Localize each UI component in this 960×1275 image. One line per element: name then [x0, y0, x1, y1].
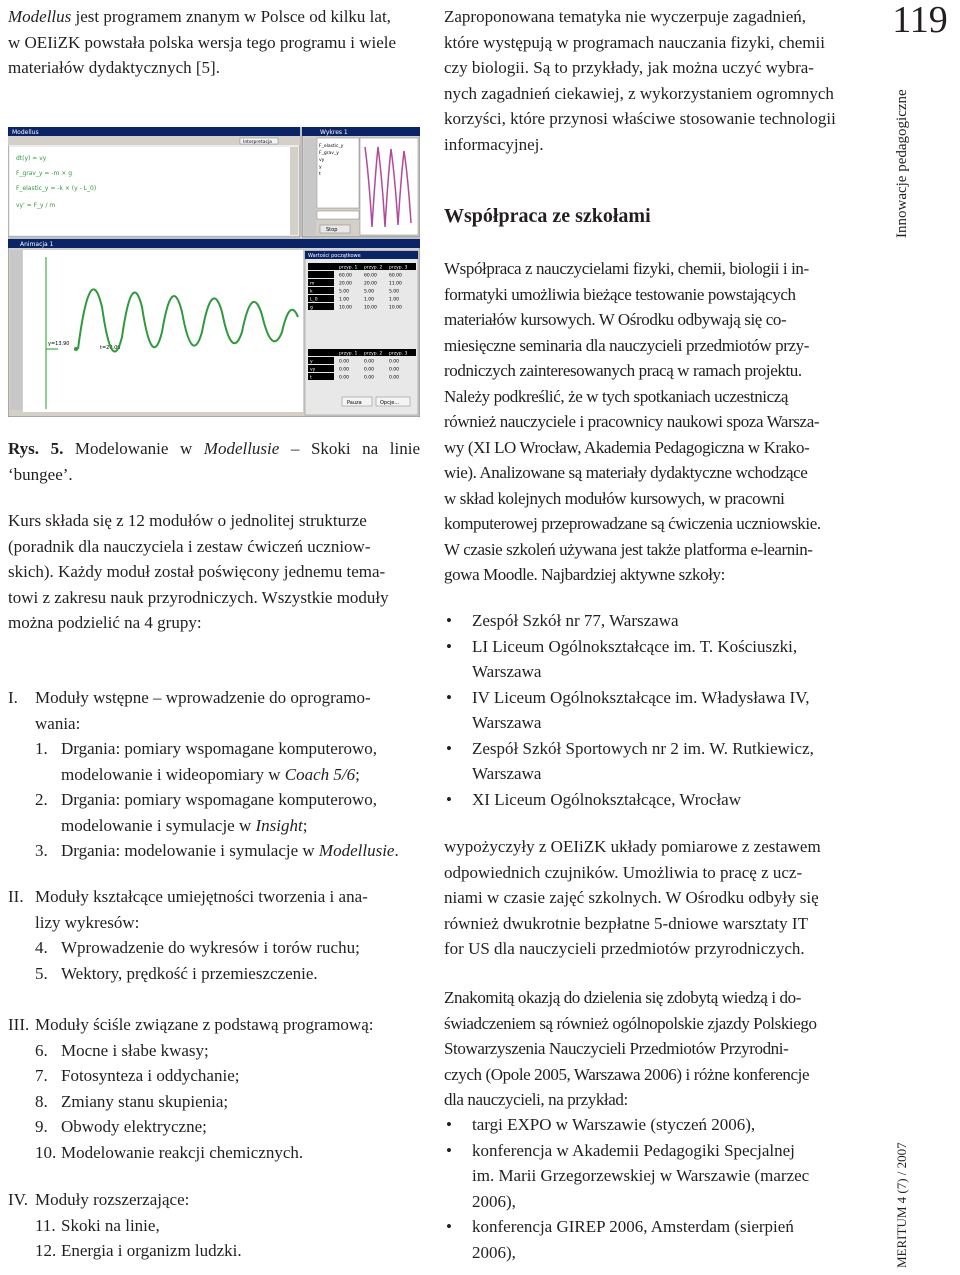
module-item: 6. Mocne i słabe kwasy; — [35, 1040, 209, 1060]
table-cell[interactable]: 60.00 — [339, 273, 352, 279]
paragraph-line: komputerowej przeprowadzane są ćwiczenia uczniowskie. — [444, 514, 821, 533]
initial-values-title: Wartości początkowe — [308, 253, 361, 259]
paragraph-line: wy (XI LO Wrocław, Akademia Pedagogiczna w Krako- — [444, 437, 810, 457]
table-cell[interactable]: 60.00 — [389, 273, 402, 279]
module-item: 9. Obwody elektryczne; — [35, 1117, 207, 1136]
paragraph-line: czy biologii. Są to przykłady, jak można uczyć wybra- — [444, 58, 814, 77]
table-header-cell: przyp. 1 — [339, 265, 358, 271]
school-item: • LI Liceum Ogólnokształcące im. T. Kościuszki, Warszawa — [444, 634, 856, 685]
school-item: • XI Liceum Ogólnokształcące, Wrocław — [444, 787, 856, 813]
table-cell[interactable]: 0.00 — [339, 367, 350, 373]
paragraph-line: Stowarzyszenia Nauczycieli Przedmiotów Przyrodni- — [444, 1039, 789, 1058]
cooperation-paragraph — [444, 256, 856, 588]
model-window-titlebar — [8, 127, 300, 136]
module-item: 8. Zmiany stanu skupienia; — [35, 1091, 229, 1111]
figure-caption-text: Rys. 5. Modelowanie w Modellusie – Skoki na linie ‘bungee’. — [8, 439, 420, 484]
paragraph-line: formatyki umożliwia bieżące testowanie powstających — [444, 284, 796, 304]
variable-list-item[interactable]: t — [319, 172, 321, 177]
module-item-cont: modelowanie i wideopomiary w Coach 5/6; — [61, 764, 360, 784]
intro-paragraph-right — [444, 4, 856, 157]
modellus-screenshot-figure — [8, 127, 420, 417]
paragraph-line: czych (Opole 2005, Warszawa 2006) i różne konferencje — [444, 1064, 810, 1084]
module-item: 11. Skoki na linie, — [35, 1215, 160, 1235]
module-item-cont: modelowanie i symulacje w Insight; — [61, 815, 308, 835]
schools-list — [444, 608, 856, 812]
table-cell[interactable]: 0.00 — [389, 367, 400, 373]
figure-caption-label: Rys. 5. — [8, 439, 64, 458]
event-item: • targi EXPO w Warszawie (styczeń 2006), — [444, 1112, 856, 1138]
intro-paragraph-left — [8, 4, 420, 81]
table-cell[interactable]: 20.00 — [364, 281, 377, 287]
module-item: 10. Modelowanie reakcji chemicznych. — [35, 1142, 304, 1162]
paragraph-line: for US dla nauczycieli przedmiotów przyrodniczych. — [444, 939, 805, 958]
section-heading: Współpraca ze szkołami — [444, 205, 651, 227]
module-item: 7. Fotosynteza i oddychanie; — [35, 1066, 240, 1085]
figure-caption — [8, 436, 420, 487]
variable-list-item[interactable]: vy — [319, 158, 325, 163]
variable-list-item[interactable]: y — [319, 165, 322, 170]
stop-button-label: Stop — [326, 227, 338, 233]
table-header-cell: przyp. 3 — [389, 265, 408, 271]
school-item: • IV Liceum Ogólnokształcące im. Władysława IV, Warszawa — [444, 685, 856, 736]
page-number: 119 — [892, 0, 948, 41]
paragraph-line: dla nauczycieli, na przykład: — [444, 1090, 628, 1109]
table-cell[interactable]: 0.00 — [364, 375, 375, 381]
paragraph-line: Znakomitą okazją do dzielenia się zdobytą wiedzą i do- — [444, 988, 801, 1007]
equation-line: vy' = F_y / m — [16, 202, 56, 209]
paragraph-line: nych zagadnień ciekawiej, z wykorzystaniem ogromnych — [444, 83, 834, 103]
paragraph-line: Kurs składa się z 12 modułów o jednolitej strukturze — [8, 511, 367, 530]
group-number: IV. — [8, 1190, 28, 1209]
table-cell[interactable]: 1.00 — [339, 297, 350, 303]
table-cell[interactable]: 10.00 — [364, 305, 377, 311]
paragraph-line: informacyjnej. — [444, 134, 544, 154]
graph-tool-strip — [304, 138, 316, 235]
paragraph-line: odpowiednich czujników. Umożliwia to pracę z ucz- — [444, 862, 803, 882]
case-selector[interactable] — [317, 211, 359, 219]
module-group-3 — [8, 1012, 420, 1165]
table-row-label: y — [310, 359, 313, 365]
table-row-label-cell — [308, 271, 334, 278]
intro-line: w OEIiZK powstała polska wersja tego programu i wiele — [8, 32, 397, 52]
table-cell[interactable]: 0.00 — [364, 367, 375, 373]
table-cell[interactable]: 1.00 — [389, 297, 400, 303]
paragraph-line: wypożyczyły z OEIiZK układy pomiarowe z zestawem — [444, 837, 821, 856]
paragraph-line: materiałów kursowych. W Ośrodku odbywają się co- — [444, 310, 787, 329]
group-title: Moduły ściśle związane z podstawą programową: — [35, 1015, 374, 1034]
options-button-label: Opcje... — [380, 400, 400, 406]
equation-line: dt(y) = vy — [16, 155, 47, 162]
table-cell[interactable]: 5.00 — [364, 289, 375, 295]
table-row-label: k — [310, 289, 313, 295]
variable-list-item[interactable]: F_elastic_y — [319, 144, 344, 149]
table-header-cell: przyp. 2 — [364, 265, 383, 271]
table-cell[interactable]: 0.00 — [364, 359, 375, 365]
group-number: II. — [8, 887, 24, 906]
modellus-screenshot-svg — [8, 127, 420, 417]
table-row-label: t — [310, 375, 312, 381]
paragraph-line: towi z zakresu nauk przyrodniczych. Wszystkie moduły — [8, 587, 389, 607]
event-item: • konferencja w Akademii Pedagogiki Specjalnej im. Marii Grzegorzewskiej w Warszawie (marzec 2006), — [444, 1138, 856, 1215]
table-row-label-cell — [308, 373, 334, 380]
paragraph-line: (poradnik dla nauczyciela i zestaw ćwiczeń uczniow- — [8, 536, 371, 556]
group-number: I. — [8, 688, 18, 707]
table-cell[interactable]: 1.00 — [364, 297, 375, 303]
paragraph-line: rodniczych zainteresowanych pracą w ramach projektu. — [444, 361, 802, 380]
animation-t-label: t=20.00 — [100, 345, 121, 351]
animation-y-label: y=13.90 — [48, 341, 70, 347]
paragraph-line: gowa Moodle. Najbardziej aktywne szkoły: — [444, 565, 725, 584]
paragraph-line: Należy podkreślić, że w tych spotkaniach uczestniczą — [444, 386, 789, 406]
paragraph-line: Współpraca z nauczycielami fizyki, chemii, biologii i in- — [444, 259, 809, 278]
table-header-cell: przyp. 3 — [389, 351, 408, 357]
graph-window-title: Wykres 1 — [320, 129, 348, 136]
paragraph-line: w skład kolejnych modułów kursowych, w pracowni — [444, 488, 785, 508]
group-number: III. — [8, 1015, 30, 1034]
paragraph-line: również nauczyciele i pracownicy naukowi spoza Warsza- — [444, 412, 820, 431]
course-structure-paragraph — [8, 508, 420, 636]
table-cell[interactable]: 0.00 — [389, 359, 400, 365]
paragraph-line: również dwukrotnie bezpłatne 5-dniowe warsztaty IT — [444, 913, 808, 933]
paragraph-line: W czasie szkoleń używana jest także platforma e-learnin- — [444, 539, 813, 559]
journal-issue-label: MERITUM 4 (7) / 2007 — [894, 1142, 909, 1268]
equipment-paragraph — [444, 834, 856, 962]
table-header-cell: przyp. 2 — [364, 351, 383, 357]
table-row-label: g — [310, 305, 313, 311]
variable-list-item[interactable]: F_grav_y — [319, 151, 339, 156]
intro-line: materiałów dydaktycznych [5]. — [8, 58, 220, 77]
group-title: Moduły wstępne – wprowadzenie do oprogramo- — [35, 688, 371, 707]
events-list — [444, 1112, 856, 1265]
module-item: 12. Energia i organizm ludzki. — [35, 1241, 242, 1260]
paragraph-line: Zaproponowana tematyka nie wyczerpuje zagadnień, — [444, 7, 807, 26]
table-cell[interactable]: 60.00 — [364, 273, 377, 279]
table-cell[interactable]: 11.00 — [389, 281, 402, 287]
table-cell[interactable]: 0.00 — [339, 375, 350, 381]
module-item: 2. Drgania: pomiary wspomagane komputerowo, — [35, 790, 378, 809]
equation-line: F_grav_y = -m × g — [16, 170, 73, 177]
event-item: • konferencja GIREP 2006, Amsterdam (sierpień 2006), — [444, 1214, 856, 1265]
animation-tool-strip — [10, 250, 22, 410]
conferences-paragraph — [444, 985, 856, 1113]
table-cell[interactable]: 0.00 — [389, 375, 400, 381]
journal-section-label: Innowacje pedagogiczne — [894, 89, 910, 238]
table-header-cell: przyp. 1 — [339, 351, 358, 357]
table-row-label: vy — [310, 367, 316, 373]
paragraph-line: które występują w programach nauczania fizyki, chemii — [444, 32, 825, 52]
model-window-title: Modellus — [12, 129, 39, 136]
group-title: lizy wykresów: — [35, 912, 140, 932]
animation-window-title: Animacja 1 — [20, 241, 54, 248]
paragraph-line: korzyści, które przynosi właściwe stosowanie technologii — [444, 109, 836, 128]
paragraph-line: można podzielić na 4 grupy: — [8, 613, 202, 632]
module-item: 5. Wektory, prędkość i przemieszczenie. — [35, 963, 318, 983]
pause-button-label: Pauza — [347, 400, 362, 406]
module-group-2 — [8, 884, 420, 986]
paragraph-line: wie). Analizowane są materiały dydaktyczne wchodzące — [444, 463, 808, 482]
paragraph-line: świadczeniem są również ogólnopolskie zjazdy Polskiego — [444, 1013, 817, 1033]
equation-line: F_elastic_y = -k × (y - L_0) — [16, 185, 97, 192]
table-cell[interactable]: 0.00 — [339, 359, 350, 365]
group-title: wania: — [35, 713, 81, 733]
module-group-1 — [8, 685, 420, 864]
table-cell[interactable]: 10.00 — [339, 305, 352, 311]
module-item: 1. Drgania: pomiary wspomagane komputerowo, — [35, 739, 378, 758]
school-item: • Zespół Szkół Sportowych nr 2 im. W. Rutkiewicz, Warszawa — [444, 736, 856, 787]
modellus-name: Modellus — [8, 7, 72, 26]
interpretation-label: Interpretacja — [243, 140, 272, 145]
model-window-scrollbar[interactable] — [290, 147, 298, 235]
module-item: 3. Drgania: modelowanie i symulacje w Modellusie. — [35, 841, 399, 860]
intro-line: Modellus jest programem znanym w Polsce od kilku lat, — [8, 7, 391, 26]
table-cell[interactable]: 5.00 — [389, 289, 400, 295]
group-title: Moduły kształcące umiejętności tworzenia i ana- — [35, 887, 368, 906]
school-item: • Zespół Szkół nr 77, Warszawa — [444, 608, 856, 634]
paragraph-line: niami w czasie zajęć szkolnych. W Ośrodku odbyły się — [444, 888, 819, 907]
animation-window-titlebar — [8, 239, 420, 248]
paragraph-line: skich). Każdy moduł został poświęcony jednemu tema- — [8, 562, 386, 581]
table-row-label: m — [310, 281, 315, 287]
module-group-4 — [8, 1187, 420, 1264]
table-cell[interactable]: 20.00 — [339, 281, 352, 287]
group-title: Moduły rozszerzające: — [35, 1190, 190, 1209]
table-cell[interactable]: 10.00 — [389, 305, 402, 311]
table-cell[interactable]: 5.00 — [339, 289, 350, 295]
table-row-label: L_0 — [310, 297, 318, 303]
module-item: 4. Wprowadzenie do wykresów i torów ruchu; — [35, 938, 360, 957]
paragraph-line: miesięczne seminaria dla nauczycieli przedmiotów przy- — [444, 335, 809, 355]
